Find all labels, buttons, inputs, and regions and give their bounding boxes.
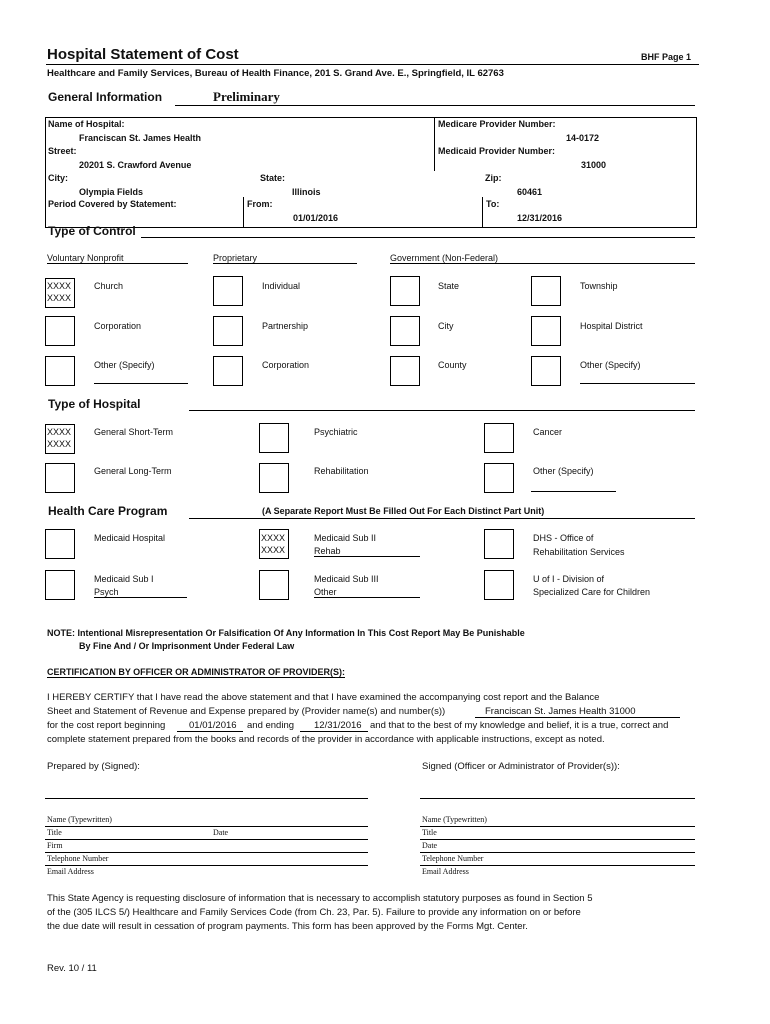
- disclosure-line2: of the (305 ILCS 5/) Healthcare and Family Services Code (from Ch. 23, Par. 5). Failure to provide any information on or before: [47, 907, 581, 918]
- provider-name-number-value: Franciscan St. James Health 31000: [485, 706, 636, 717]
- street-label: Street:: [48, 146, 77, 156]
- uofi-label-line1: U of I - Division of: [533, 574, 605, 584]
- cancer-checkbox[interactable]: [484, 423, 514, 453]
- end-date-field[interactable]: [300, 720, 368, 732]
- corporation-nonprofit-checkbox[interactable]: [45, 316, 75, 346]
- page-label: BHF Page 1: [641, 52, 692, 62]
- cert-line3-end: and that to the best of my knowledge and belief, it is a true, correct and: [370, 720, 669, 731]
- right-date-label: Date: [422, 841, 438, 850]
- to-divider: [482, 197, 483, 227]
- government-header: Government (Non-Federal): [390, 253, 695, 264]
- left-title-line[interactable]: [45, 839, 368, 840]
- partnership-checkbox[interactable]: [213, 316, 243, 346]
- note-line2: By Fine And / Or Imprisonment Under Federal Law: [79, 641, 295, 651]
- partnership-label: Partnership: [262, 321, 309, 331]
- street-value[interactable]: 20201 S. Crawford Avenue: [79, 160, 192, 170]
- cert-line1: I HEREBY CERTIFY that I have read the above statement and that I have examined the accompanying cost report and the Balance: [47, 692, 600, 703]
- left-name-line[interactable]: [45, 826, 368, 827]
- medicare-label: Medicare Provider Number:: [438, 119, 556, 129]
- begin-date-field[interactable]: [177, 720, 243, 732]
- right-phone-label: Telephone Number: [422, 854, 484, 863]
- sub1-label-line2: Psych: [94, 587, 187, 598]
- uofi-checkbox[interactable]: [484, 570, 514, 600]
- city-checkbox[interactable]: [390, 316, 420, 346]
- disclosure-line1: This State Agency is requesting disclosure of information that is necessary to accomplish statutory purposes as found in Section 5: [47, 893, 593, 904]
- city-label-control: City: [438, 321, 454, 331]
- zip-label: Zip:: [485, 173, 502, 183]
- right-date-line[interactable]: [420, 852, 695, 853]
- signed-by-label: Signed (Officer or Administrator of Provider(s)):: [422, 761, 620, 772]
- certification-heading: CERTIFICATION BY OFFICER OR ADMINISTRATOR OF PROVIDER(S):: [47, 667, 345, 677]
- city-label: City:: [48, 173, 68, 183]
- right-email-label: Email Address: [422, 867, 469, 876]
- long-term-label: General Long-Term: [94, 466, 172, 476]
- left-name-label: Name (Typewritten): [47, 815, 112, 824]
- form-title: Hospital Statement of Cost: [47, 46, 239, 63]
- other-hospital-specify-line[interactable]: [531, 491, 616, 492]
- church-label: Church: [94, 281, 124, 291]
- hospital-type-rule: [189, 410, 695, 411]
- sub1-label-line1: Medicaid Sub I: [94, 574, 154, 584]
- corporation-proprietary-checkbox[interactable]: [213, 356, 243, 386]
- status-preliminary: Preliminary: [213, 89, 280, 104]
- county-checkbox[interactable]: [390, 356, 420, 386]
- short-term-checkbox-mark: XXXX XXXX: [47, 427, 72, 449]
- sub3-checkbox[interactable]: [259, 570, 289, 600]
- from-divider: [243, 197, 244, 227]
- control-heading: Type of Control: [48, 224, 136, 238]
- cancer-label: Cancer: [533, 427, 563, 437]
- right-name-label: Name (Typewritten): [422, 815, 487, 824]
- dhs-label-line2: Rehabilitation Services: [533, 547, 625, 557]
- right-name-line[interactable]: [420, 826, 695, 827]
- psychiatric-label: Psychiatric: [314, 427, 358, 437]
- left-firm-label: Firm: [47, 841, 63, 850]
- prepared-by-label: Prepared by (Signed):: [47, 761, 140, 772]
- other-government-checkbox[interactable]: [531, 356, 561, 386]
- sub2-checkbox-mark: XXXX XXXX: [261, 533, 286, 555]
- from-value[interactable]: 01/01/2016: [293, 213, 339, 223]
- prepared-signature-line[interactable]: [45, 798, 368, 799]
- medicaid-value[interactable]: 31000: [581, 160, 607, 170]
- cert-line3-start: for the cost report beginning: [47, 720, 166, 731]
- city-value[interactable]: Olympia Fields: [79, 187, 144, 197]
- rehabilitation-checkbox[interactable]: [259, 463, 289, 493]
- hospital-district-checkbox[interactable]: [531, 316, 561, 346]
- sub2-label-line1: Medicaid Sub II: [314, 533, 377, 543]
- left-email-label: Email Address: [47, 867, 94, 876]
- program-heading: Health Care Program: [48, 504, 168, 518]
- other-government-specify-line[interactable]: [580, 383, 695, 384]
- dhs-checkbox[interactable]: [484, 529, 514, 559]
- sub2-label-line2: Rehab: [314, 546, 420, 557]
- medicaid-hospital-checkbox[interactable]: [45, 529, 75, 559]
- program-rule: [189, 518, 695, 519]
- hospital-district-label: Hospital District: [580, 321, 643, 331]
- left-date-label: Date: [213, 828, 229, 837]
- cert-line3-mid: and ending: [247, 720, 295, 731]
- left-phone-line[interactable]: [45, 865, 368, 866]
- right-phone-line[interactable]: [420, 865, 695, 866]
- corporation-proprietary-label: Corporation: [262, 360, 310, 370]
- medicare-divider: [434, 117, 435, 171]
- state-checkbox[interactable]: [390, 276, 420, 306]
- proprietary-header: Proprietary: [213, 253, 357, 264]
- rehabilitation-label: Rehabilitation: [314, 466, 369, 476]
- other-nonprofit-specify-line[interactable]: [94, 383, 188, 384]
- officer-signature-line[interactable]: [420, 798, 695, 799]
- period-label: Period Covered by Statement:: [48, 199, 177, 209]
- general-rule: [175, 105, 695, 106]
- note-line1: NOTE: Intentional Misrepresentation Or Falsification Of Any Information In This Cost Report May Be Punishable: [47, 628, 525, 638]
- hospital-name-label: Name of Hospital:: [48, 119, 125, 129]
- medicare-value[interactable]: 14-0172: [566, 133, 600, 143]
- psychiatric-checkbox[interactable]: [259, 423, 289, 453]
- dhs-label-line1: DHS - Office of: [533, 533, 594, 543]
- header-rule: [46, 64, 699, 65]
- disclosure-line3: the due date will result in cessation of program payments. This form has been approved by the Forms Mgt. Center.: [47, 921, 528, 932]
- medicaid-label: Medicaid Provider Number:: [438, 146, 556, 156]
- provider-name-number-field[interactable]: [475, 706, 680, 718]
- hospital-type-heading: Type of Hospital: [48, 397, 141, 411]
- individual-label: Individual: [262, 281, 301, 291]
- long-term-checkbox[interactable]: [45, 463, 75, 493]
- form-subtitle: Healthcare and Family Services, Bureau of Health Finance, 201 S. Grand Ave. E., Springfield, IL 62763: [47, 68, 504, 79]
- cert-line2: Sheet and Statement of Revenue and Expense prepared by (Provider name(s) and number(s)): [47, 706, 446, 717]
- voluntary-nonprofit-header: Voluntary Nonprofit: [47, 253, 188, 264]
- church-checkbox-mark: XXXX XXXX: [47, 281, 72, 303]
- revision-label: Rev. 10 / 11: [47, 963, 97, 974]
- county-label: County: [438, 360, 467, 370]
- cert-line4: complete statement prepared from the books and records of the provider in accordance with applicable instructions, except as noted.: [47, 734, 605, 745]
- control-rule: [141, 237, 695, 238]
- from-label: From:: [247, 199, 273, 209]
- individual-checkbox[interactable]: [213, 276, 243, 306]
- general-heading: General Information: [48, 90, 163, 104]
- other-hospital-checkbox[interactable]: [484, 463, 514, 493]
- state-label: State:: [260, 173, 286, 183]
- state-value[interactable]: Illinois: [292, 187, 321, 197]
- short-term-label: General Short-Term: [94, 427, 174, 437]
- sub1-checkbox[interactable]: [45, 570, 75, 600]
- right-title-label: Title: [422, 828, 437, 837]
- uofi-label-line2: Specialized Care for Children: [533, 587, 651, 597]
- zip-value[interactable]: 60461: [517, 187, 543, 197]
- other-government-label: Other (Specify): [580, 360, 641, 370]
- sub3-label-line2: Other: [314, 587, 420, 598]
- hospital-name-value[interactable]: Franciscan St. James Health: [79, 133, 202, 143]
- medicaid-hospital-label: Medicaid Hospital: [94, 533, 166, 543]
- other-nonprofit-label: Other (Specify): [94, 360, 155, 370]
- to-value[interactable]: 12/31/2016: [517, 213, 563, 223]
- corporation-nonprofit-label: Corporation: [94, 321, 142, 331]
- left-firm-line[interactable]: [45, 852, 368, 853]
- program-note: (A Separate Report Must Be Filled Out For Each Distinct Part Unit): [262, 506, 545, 516]
- township-checkbox[interactable]: [531, 276, 561, 306]
- end-date-value: 12/31/2016: [314, 720, 362, 731]
- right-title-line[interactable]: [420, 839, 695, 840]
- to-label: To:: [486, 199, 500, 209]
- state-label-control: State: [438, 281, 460, 291]
- sub3-label-line1: Medicaid Sub III: [314, 574, 379, 584]
- left-phone-label: Telephone Number: [47, 854, 109, 863]
- other-hospital-label: Other (Specify): [533, 466, 594, 476]
- other-nonprofit-checkbox[interactable]: [45, 356, 75, 386]
- township-label: Township: [580, 281, 618, 291]
- begin-date-value: 01/01/2016: [189, 720, 237, 731]
- left-title-label: Title: [47, 828, 62, 837]
